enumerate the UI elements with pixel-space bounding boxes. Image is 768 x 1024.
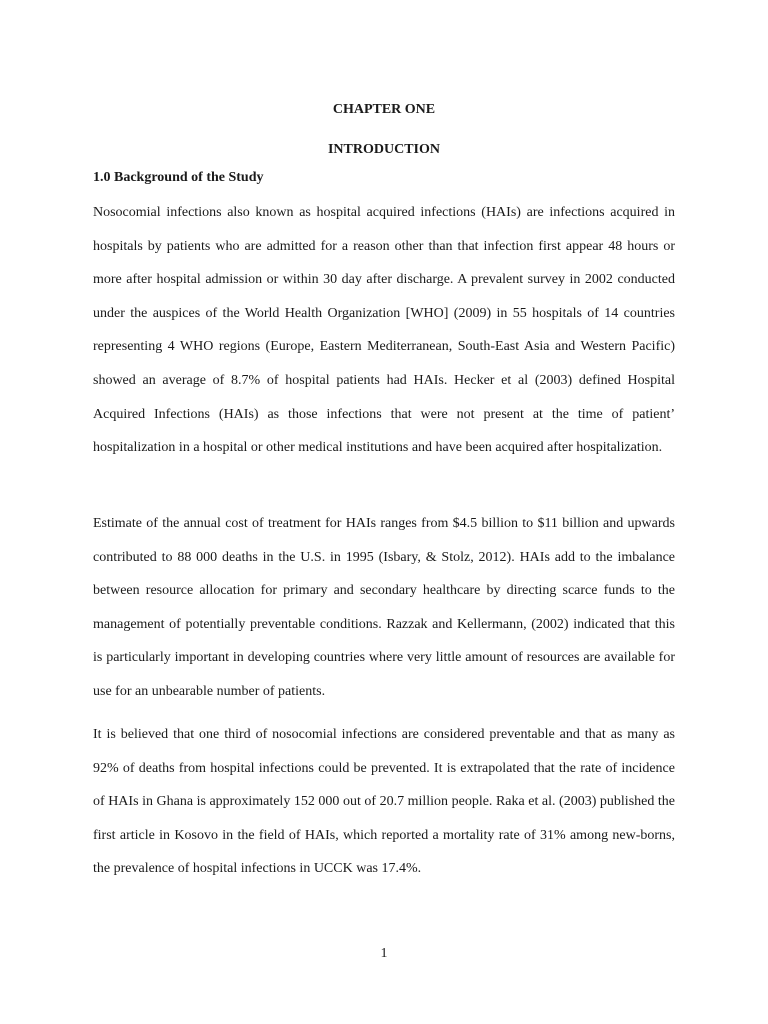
chapter-subtitle: INTRODUCTION [327,142,440,157]
paragraph-cost: Estimate of the annual cost of treatment for HAIs ranges from $4.5 billion to $11 billion and upwards contributed to 88 000 deaths in the U.S. in 1995 (Isbary, & Stolz, 2012). HAIs add to the imbalance between resource allocation for primary and secondary healthcare by directing scarce funds to the management of potentially preventable conditions. Razzak and Kellermann, (2002) indicated that this is particularly important in developing countries where very little amount of resources are available for use for an unbearable number of patients. [93,516,675,699]
paragraph-prevention: It is believed that one third of nosocomial infections are considered preventable and that as many as 92% of deaths from hospital infections could be prevented. It is extrapolated that the rate of incidence of HAIs in Ghana is approximately 152 000 out of 20.7 million people. Raka et al. (2003) published the first article in Kosovo in the field of HAIs, which reported a mortality rate of 31% among new-borns, the prevalence of hospital infections in UCCK was 17.4%. [93,727,675,877]
section-heading: 1.0 Background of the Study [93,170,264,185]
paragraph-background: Nosocomial infections also known as hospital acquired infections (HAIs) are infections acquired in hospitals by patients who are admitted for a reason other than that infection first appear 48 hours or more after hospital admission or within 30 day after discharge. A prevalent survey in 2002 conducted under the auspices of the World Health Organization [WHO] (2009) in 55 hospitals of 14 countries representing 4 WHO regions (Europe, Eastern Mediterranean, South-East Asia and Western Pacific) showed an average of 8.7% of hospital patients had HAIs. Hecker et al (2003) defined Hospital Acquired Infections (HAIs) as those infections that were not present at the time of patient’ hospitalization in a hospital or other medical institutions and have been acquired after hospitalization. [93,205,675,456]
page-number: 1 [380,946,388,961]
chapter-title: CHAPTER ONE [332,102,436,117]
